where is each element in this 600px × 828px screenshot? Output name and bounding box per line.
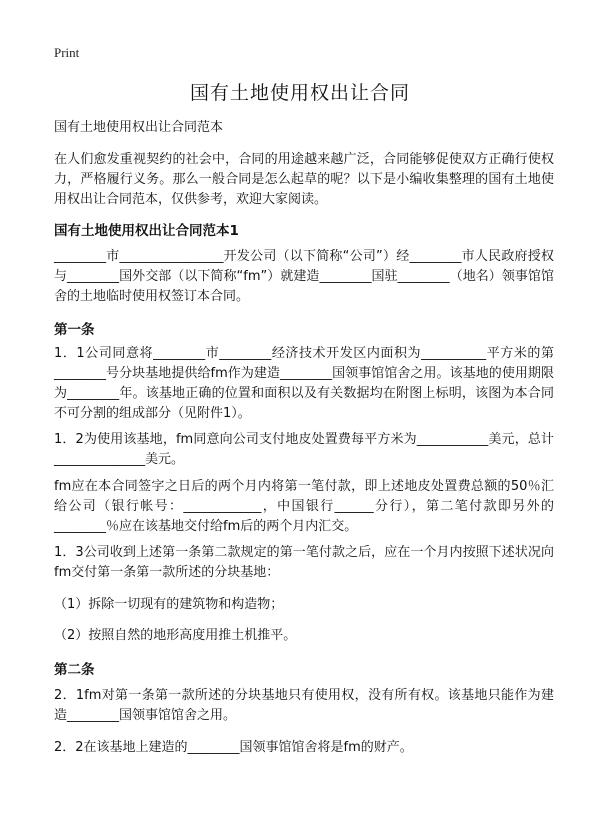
clause-2-1: 2．1fm对第一条第一款所述的分块基地只有使用权，没有所有权。该基地只能作为建造________国领事馆馆舍之用。 — [54, 688, 554, 723]
clause-1-2: 1．2为使用该基地，fm同意向公司支付地皮处置费每平方米为___________美元，总计______________美元。 — [54, 432, 554, 467]
clause-1-2-payment: fm应在本合同签字之日后的两个月内将第一笔付款，即上述地皮处置费总额的50％汇给公司（银行帐号：____________，中国银行______分行），第二笔付款即另外的________％应在该基地交付给fm后的两个月内汇交。 — [54, 479, 554, 534]
clause-1-3-item-1: （1）拆除一切现有的建筑物和构造物； — [54, 597, 284, 612]
clause-1-3: 1．3公司收到上述第一条第二款规定的第一笔付款之后，应在一个月内按照下述状况向fm交付第一条第一款所述的分块基地： — [54, 545, 554, 580]
intro-paragraph: 在人们愈发重视契约的社会中，合同的用途越来越广泛，合同能够促使双方正确行使权力，严格履行义务。那么一般合同是怎么起草的呢？以下是小编收集整理的国有土地使用权出让合同范本，仅供参考，欢迎大家阅读。 — [54, 152, 554, 207]
clause-1-3-item-2: （2）按照自然的地形高度用推土机推平。 — [54, 628, 297, 643]
subtitle-text: 国有土地使用权出让合同范本 — [54, 120, 224, 135]
article-1-heading: 第一条 — [54, 322, 95, 338]
article-2-heading: 第二条 — [54, 662, 95, 678]
preamble-paragraph: ________市________________开发公司（以下简称“公司”）经________市人民政府授权与________国外交部（以下简称“fm”）就建造________国驻________（地名）领事馆馆舍的土地临时使用权签订本合同。 — [54, 249, 554, 304]
clause-2-2: 2．2在该基地上建造的________国领事馆馆舍将是fm的财产。 — [54, 740, 413, 755]
page-title: 国有土地使用权出让合同 — [189, 82, 410, 104]
sample-heading: 国有土地使用权出让合同范本1 — [54, 223, 239, 239]
print-link[interactable]: Print — [54, 45, 80, 60]
clause-1-1: 1．1公司同意将________市________经济技术开发区内面积为__________平方米的第________号分块基地提供给fm作为建造________国领事馆馆舍之用。该基地的使用期限为________年。该基地正确的位置和面积以及有关数据均在附图上标明，该图为本合同不可分割的组成部分（见附件1）。 — [54, 346, 554, 421]
